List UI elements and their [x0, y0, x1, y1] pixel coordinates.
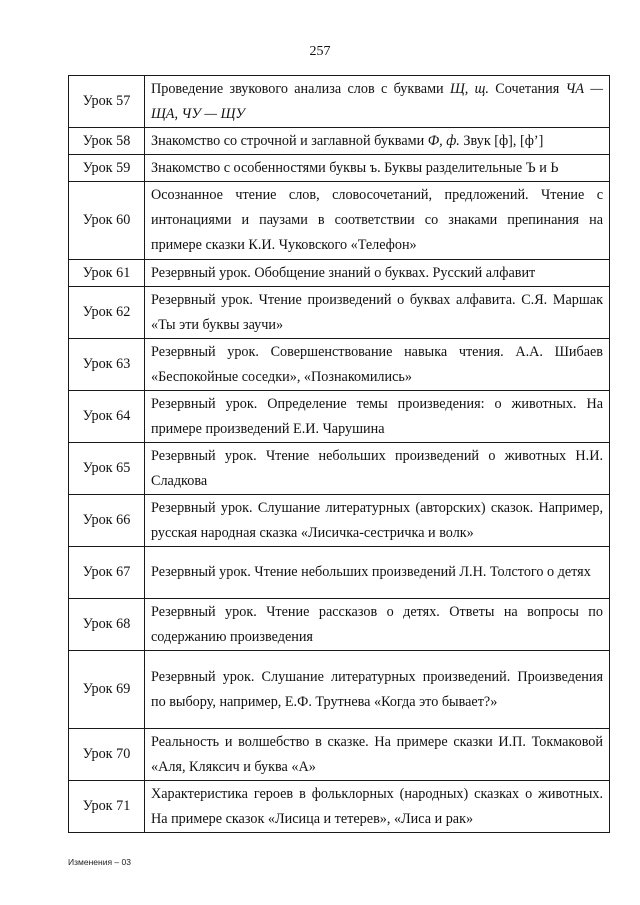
lesson-number-cell: Урок 71: [69, 781, 145, 833]
lesson-topic-cell: Знакомство с особенностями буквы ъ. Буквы разделительные Ъ и Ь: [145, 155, 610, 182]
lesson-topic-cell: Резервный урок. Чтение небольших произведений Л.Н. Толстого о детях: [145, 547, 610, 599]
lesson-topic-cell: Осознанное чтение слов, словосочетаний, предложений. Чтение с интонациями и паузами в соответствии со знаками препинания на примере сказки К.И. Чуковского «Телефон»: [145, 182, 610, 260]
lesson-number-cell: Урок 68: [69, 599, 145, 651]
lesson-topic-cell: Характеристика героев в фольклорных (народных) сказках о животных. На примере сказок «Лисица и тетерев», «Лиса и рак»: [145, 781, 610, 833]
lesson-topic-cell: Резервный урок. Чтение произведений о буквах алфавита. С.Я. Маршак «Ты эти буквы заучи»: [145, 287, 610, 339]
table-row: [69, 260, 610, 287]
lesson-number-cell: Урок 61: [69, 260, 145, 287]
lesson-topic-cell: Резервный урок. Определение темы произведения: о животных. На примере произведений Е.И. Чарушина: [145, 391, 610, 443]
lesson-topic-cell: Реальность и волшебство в сказке. На примере сказки И.П. Токмаковой «Аля, Кляксич и буква «А»: [145, 729, 610, 781]
lesson-topic-cell: Резервный урок. Слушание литературных произведений. Произведения по выбору, например, Е.Ф. Трутнева «Когда это бывает?»: [145, 651, 610, 729]
table-row: [69, 443, 610, 495]
table-row: [69, 599, 610, 651]
topic-text: Проведение звукового анализа слов с буквами: [151, 80, 450, 97]
lesson-number-cell: Урок 59: [69, 155, 145, 182]
lesson-number-cell: Урок 60: [69, 182, 145, 260]
table-row: [69, 128, 610, 155]
lesson-number-cell: Урок 69: [69, 651, 145, 729]
table-row: [69, 651, 610, 729]
topic-combinations-italic: ЧА — ЩА, ЧУ — ЩУ: [151, 80, 603, 122]
lesson-topic-cell: Резервный урок. Чтение небольших произведений о животных Н.И. Сладкова: [145, 443, 610, 495]
lesson-number-cell: Урок 62: [69, 287, 145, 339]
lesson-number-cell: Урок 64: [69, 391, 145, 443]
lesson-number-cell: Урок 70: [69, 729, 145, 781]
lesson-topic-cell: Резервный урок. Слушание литературных (авторских) сказок. Например, русская народная сказка «Лисичка-сестричка и волк»: [145, 495, 610, 547]
topic-letters-italic: Щ, щ.: [449, 80, 489, 97]
table-row: [69, 287, 610, 339]
table-row: [69, 729, 610, 781]
table-row: [69, 339, 610, 391]
lesson-topic-cell: Резервный урок. Обобщение знаний о буквах. Русский алфавит: [145, 260, 610, 287]
lesson-number-cell: Урок 63: [69, 339, 145, 391]
table-row: [69, 391, 610, 443]
lesson-number-cell: Урок 67: [69, 547, 145, 599]
table-row: [69, 155, 610, 182]
lesson-number-cell: Урок 58: [69, 128, 145, 155]
table-row: [69, 495, 610, 547]
page-number: 257: [309, 44, 331, 59]
lesson-plan-table: [68, 75, 610, 833]
lesson-topic-cell: [145, 76, 610, 128]
lesson-topic-cell: [145, 128, 610, 155]
lesson-number-cell: Урок 57: [69, 76, 145, 128]
topic-text: Сочетания: [488, 80, 566, 97]
table-row: [69, 76, 610, 128]
topic-text: Знакомство со строчной и заглавной буквами: [151, 132, 428, 149]
topic-letters-italic: Ф, ф.: [427, 132, 460, 149]
revision-footer: Изменения – 03: [68, 857, 131, 867]
lesson-number-cell: Урок 66: [69, 495, 145, 547]
table-row: [69, 547, 610, 599]
lesson-topic-cell: Резервный урок. Чтение рассказов о детях. Ответы на вопросы по содержанию произведения: [145, 599, 610, 651]
lesson-topic-cell: Резервный урок. Совершенствование навыка чтения. А.А. Шибаев «Беспокойные соседки», «Познакомились»: [145, 339, 610, 391]
lesson-number-cell: Урок 65: [69, 443, 145, 495]
topic-text: Звук [ф], [ф’]: [459, 132, 544, 149]
table-row: [69, 781, 610, 833]
table-row: [69, 182, 610, 260]
